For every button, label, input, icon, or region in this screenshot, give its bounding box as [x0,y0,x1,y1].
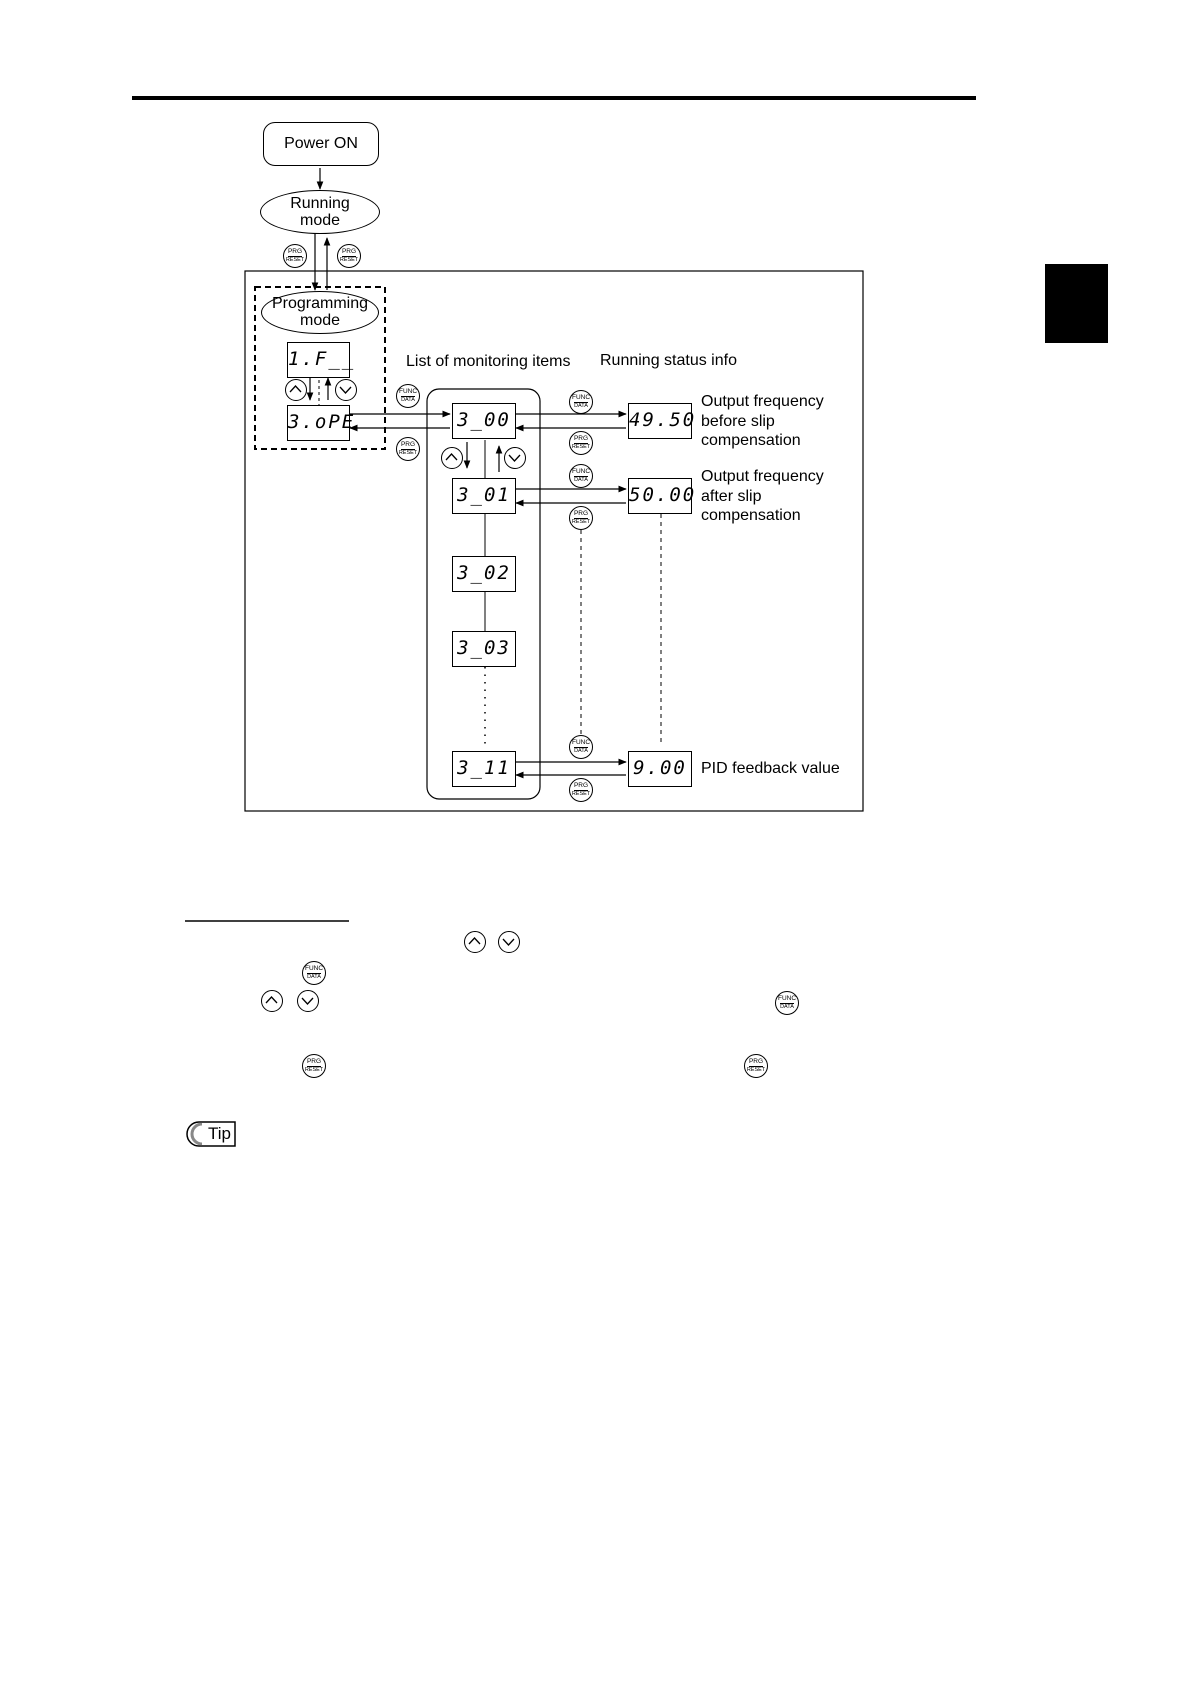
power-on-box [263,122,379,166]
up-arrow-key-text-1 [464,931,486,953]
prg-reset-key-down[interactable]: PRG RESET [283,244,307,268]
func-data-key-2[interactable]: FUNC DATA [569,464,593,488]
programming-mode-line2: mode [299,312,341,329]
up-arrow-key-text-2 [261,990,283,1012]
prg-reset-key-3[interactable]: PRG RESET [569,778,593,802]
down-arrow-key-text-1 [498,931,520,953]
monitor-item-3-03: 3_03 [452,631,516,667]
menu-display-3ope: 3.oPE [287,405,350,441]
chevron-up-icon [465,932,484,951]
chevron-down-icon [505,448,524,467]
power-on-label: Power ON [284,135,358,152]
monitor-item-3-11: 3_11 [452,751,516,787]
prg-reset-key-text-2: PRG RESET [744,1054,768,1078]
monitor-item-3-02: 3_02 [452,556,516,592]
status-desc-2: Output frequency after slip compensation [701,468,824,524]
func-data-key-enter[interactable]: FUNC DATA [396,384,420,408]
running-mode-line1: Running [290,195,350,212]
func-data-key-1[interactable]: FUNC DATA [569,390,593,414]
func-data-key-3[interactable]: FUNC DATA [569,735,593,759]
status-desc-3: PID feedback value [701,760,840,777]
running-mode-ellipse [260,190,380,234]
status-desc-1: Output frequency before slip compensation [701,393,824,449]
down-arrow-key-menu[interactable] [335,379,357,401]
status-value-1: 49.50 [628,403,692,439]
tip-label: Tip [208,1124,231,1143]
func-data-key-text-1: FUNC DATA [302,961,326,985]
menu-display-1f: 1.F__ [287,342,350,378]
prg-reset-key-up[interactable]: PRG RESET [337,244,361,268]
running-mode-line2: mode [299,212,341,229]
status-value-3: 9.00 [628,751,692,787]
down-arrow-key-list[interactable] [504,447,526,469]
chevron-up-icon [442,448,461,467]
chevron-up-icon [286,380,305,399]
monitor-item-3-01: 3_01 [452,478,516,514]
prg-reset-key-1[interactable]: PRG RESET [569,431,593,455]
status-header: Running status info [600,352,737,369]
down-arrow-key-text-2 [297,990,319,1012]
up-arrow-key-list[interactable] [441,447,463,469]
tip-badge [185,1120,239,1148]
prg-reset-key-text-1: PRG RESET [302,1054,326,1078]
chevron-down-icon [336,380,355,399]
chevron-down-icon [499,932,518,951]
programming-mode-ellipse [261,291,379,334]
prg-reset-key-2[interactable]: PRG RESET [569,506,593,530]
chevron-up-icon [262,991,281,1010]
monitor-item-3-00: 3_00 [452,403,516,439]
chevron-down-icon [298,991,317,1010]
func-data-key-text-2: FUNC DATA [775,991,799,1015]
list-header: List of monitoring items [406,353,571,370]
prg-reset-key-exit[interactable]: PRG RESET [396,437,420,461]
up-arrow-key-menu[interactable] [285,379,307,401]
status-value-2: 50.00 [628,478,692,514]
programming-mode-line1: Programming [271,295,369,312]
